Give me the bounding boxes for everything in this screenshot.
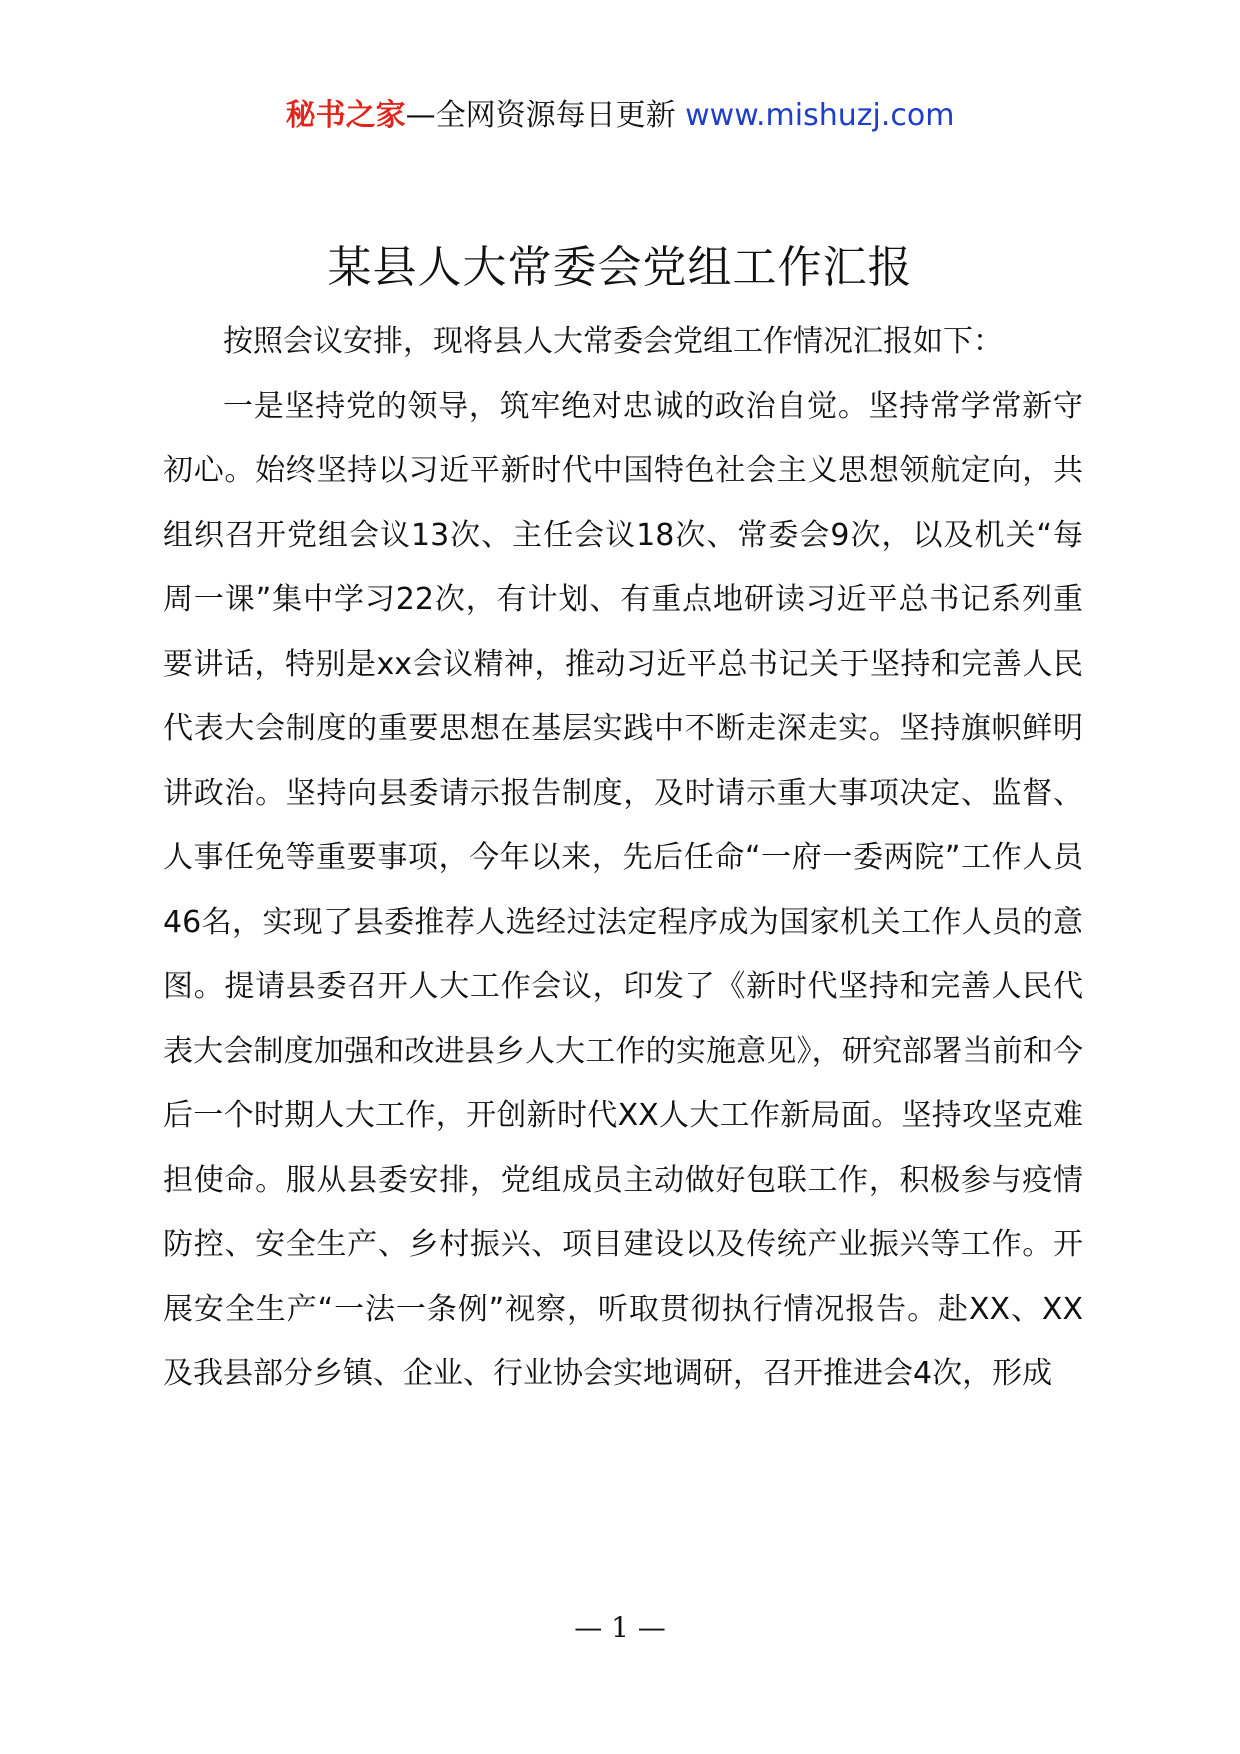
intro-paragraph: 按照会议安排，现将县人大常委会党组工作情况汇报如下：: [223, 324, 1003, 359]
site-tagline: —全网资源每日更新: [405, 98, 676, 133]
document-body: [163, 310, 1083, 1407]
site-url-link[interactable]: www.mishuzj.com: [685, 98, 955, 133]
document-title: 某县人大常委会党组工作汇报: [327, 242, 913, 293]
body-paragraph: 一是坚持党的领导，筑牢绝对忠诚的政治自觉。坚持常学常新守初心。始终坚持以习近平新时代中国特色社会主义思想领航定向，共组织召开党组会议13次、主任会议18次、常委会9次，以及机关“每周一课”集中学习22次，有计划、有重点地研读习近平总书记系列重要讲话，特别是xx会议精神，推动习近平总书记关于坚持和完善人民代表大会制度的重要思想在基层实践中不断走深走实。坚持旗帜鲜明讲政治。坚持向县委请示报告制度，及时请示重大事项决定、监督、人事任免等重要事项，今年以来，先后任命“一府一委两院”工作人员46名，实现了县委推荐人选经过法定程序成为国家机关工作人员的意图。提请县委召开人大工作会议，印发了《新时代坚持和完善人民代表大会制度加强和改进县乡人大工作的实施意见》，研究部署当前和今后一个时期人大工作，开创新时代XX人大工作新局面。坚持攻坚克难担使命。服从县委安排，党组成员主动做好包联工作，积极参与疫情防控、安全生产、乡村振兴、项目建设以及传统产业振兴等工作。开展安全生产“一法一条例”视察，听取贯彻执行情况报告。赴XX、XX及我县部分乡镇、企业、行业协会实地调研，召开推进会4次，形成: [163, 388, 1083, 1391]
site-brand: 秘书之家: [285, 98, 406, 133]
site-header: [0, 96, 1240, 136]
page-number: — 1 —: [574, 1611, 666, 1644]
